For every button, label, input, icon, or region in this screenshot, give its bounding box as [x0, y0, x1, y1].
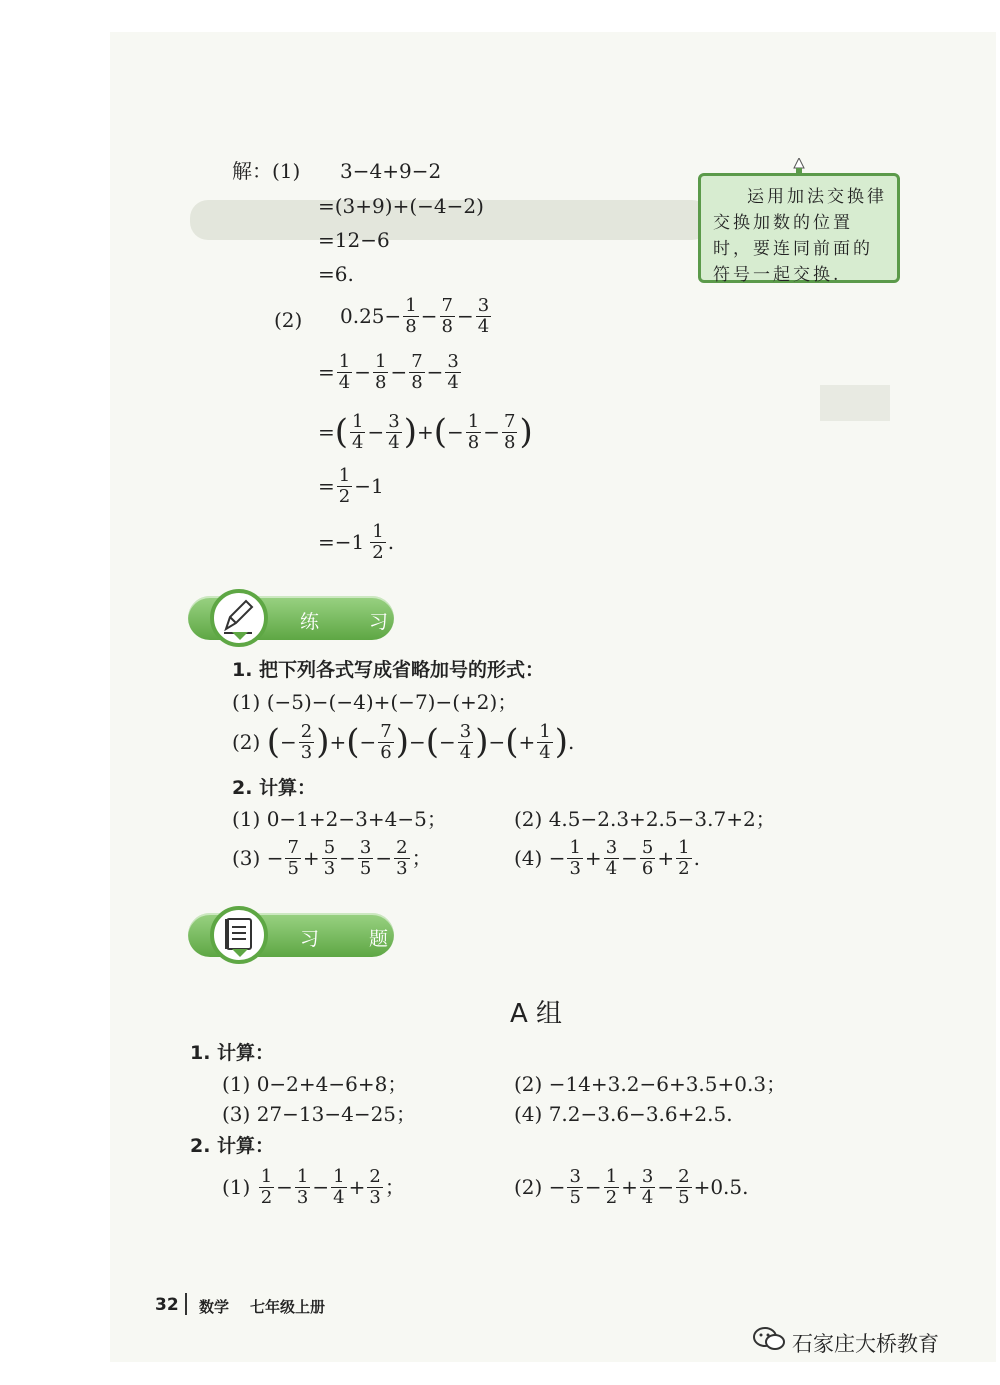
practice-q2-4: (4) − $\frac{1}{3}$ + $\frac{3}{4}$ − $\frac{5}{6}$ + $\frac{1}{2}$ .: [514, 837, 700, 879]
practice-q2-1: (1) 0−1+2−3+4−5；: [232, 807, 447, 831]
fraction: [370, 522, 385, 563]
numerator: 7: [287, 837, 299, 858]
watermark-text: 石家庄大桥教育: [792, 1332, 939, 1356]
solution-p1-step1: =(3+9)+(−4−2): [318, 194, 484, 218]
tip-note-box: [698, 173, 900, 283]
numerator: 1: [260, 1166, 273, 1187]
item-label: (3): [232, 846, 261, 871]
denominator: 8: [405, 315, 417, 337]
fraction: [445, 352, 460, 393]
fraction: [537, 722, 552, 763]
triangle-down-icon: [232, 949, 248, 959]
fraction: [476, 296, 491, 337]
denominator: 2: [678, 857, 690, 879]
item-label: (1): [222, 1175, 251, 1200]
lead-term: 0.25−: [340, 304, 402, 329]
fraction: [337, 466, 352, 507]
numerator: 3: [569, 1166, 581, 1187]
fraction: [322, 838, 337, 879]
denominator: 3: [369, 1186, 381, 1208]
denominator: 4: [539, 741, 551, 763]
denominator: 5: [359, 857, 372, 879]
fraction: [640, 838, 655, 879]
denominator: 3: [569, 857, 581, 879]
exercise-q1-4: (4) 7.2−3.6−3.6+2.5.: [514, 1102, 733, 1126]
exercise-q2: 2. 计算：: [190, 1135, 275, 1157]
page-number: 32: [155, 1295, 179, 1315]
bleed-through-mark: [820, 385, 890, 421]
exercise-q2-2: (2) − $\frac{3}{5}$ − $\frac{1}{2}$ + $\frac{3}{4}$ − $\frac{2}{5}$ +0.5.: [514, 1166, 749, 1208]
fraction: [458, 722, 473, 763]
practice-q1-2: (2) ( − $\frac{2}{3}$ ) + ( − $\frac{7}{6}$ ) − ( − $\frac{3}{4}$ ) − ( + $\frac{1}{4}$ ) .: [232, 721, 575, 763]
numerator: 7: [441, 295, 453, 316]
denominator: 3: [300, 741, 313, 763]
numerator: 1: [678, 837, 690, 858]
denominator: 5: [287, 857, 299, 879]
denominator: 4: [459, 741, 472, 763]
fraction: [350, 412, 365, 453]
solution-p1-step3: =6.: [318, 262, 354, 286]
numerator: 2: [300, 721, 313, 742]
denominator: 2: [260, 1186, 273, 1208]
denominator: 2: [372, 541, 384, 563]
exercise-q2-1: (1) $\frac{1}{2}$ − $\frac{1}{3}$ − $\frac{1}{4}$ + $\frac{2}{3}$ ；: [222, 1166, 405, 1208]
denominator: 6: [641, 857, 654, 879]
fraction: [299, 722, 314, 763]
footer-grade: 七年级上册: [250, 1298, 326, 1316]
numerator: 1: [467, 411, 480, 432]
numerator: 7: [411, 351, 423, 372]
group-heading: A 组: [510, 999, 563, 1029]
fraction: [440, 296, 455, 337]
denominator: 2: [338, 485, 351, 507]
solution-p2-expression: 0.25− $\frac{1}{8}$ − $\frac{7}{8}$ − $\frac{3}{4}$: [340, 295, 490, 337]
fraction: [337, 352, 352, 393]
numerator: 3: [359, 837, 372, 858]
fraction: [502, 412, 517, 453]
numerator: 1: [605, 1166, 618, 1187]
pin-icon: [792, 158, 806, 174]
numerator: 3: [605, 837, 618, 858]
solution-p2-step1: = $\frac{1}{4}$ − $\frac{1}{8}$ − $\frac{7}{8}$ − $\frac{3}{4}$: [318, 351, 459, 393]
denominator: 4: [338, 371, 351, 393]
fraction: [676, 838, 691, 879]
numerator: 1: [338, 465, 351, 486]
numerator: 7: [380, 721, 392, 742]
denominator: 8: [467, 431, 480, 453]
result-lead: =−1: [318, 530, 365, 555]
fraction: [403, 296, 418, 337]
fraction: [285, 838, 300, 879]
denominator: 5: [678, 1186, 690, 1208]
denominator: 5: [569, 1186, 581, 1208]
item-label: (4): [514, 846, 543, 871]
period: .: [387, 530, 395, 555]
fraction: [394, 838, 409, 879]
denominator: 4: [333, 1186, 345, 1208]
fraction: [466, 412, 481, 453]
fraction: [567, 1167, 582, 1208]
denominator: 2: [605, 1186, 618, 1208]
solution-p1-step2: =12−6: [318, 228, 390, 252]
tip-note-text: 运用加法交换律交换加数的位置时，要连同前面的符号一起交换.: [713, 187, 887, 285]
exercise-q1-3: (3) 27−13−4−25；: [222, 1102, 417, 1126]
footer-subject: 数学: [199, 1298, 230, 1316]
numerator: 2: [369, 1166, 381, 1187]
numerator: 3: [459, 721, 472, 742]
exercise-q1-2: (2) −14+3.2−6+3.5+0.3；: [514, 1072, 787, 1096]
denominator: 8: [441, 315, 453, 337]
fraction: [676, 1167, 691, 1208]
item-label: (2): [232, 730, 261, 755]
fraction: [367, 1167, 382, 1208]
exercise-q1: 1. 计算：: [190, 1042, 275, 1064]
numerator: 1: [374, 351, 387, 372]
fraction: [358, 838, 373, 879]
numerator: 2: [396, 837, 408, 858]
denominator: 3: [396, 857, 408, 879]
denominator: 4: [352, 431, 364, 453]
fraction: [373, 352, 388, 393]
denominator: 6: [380, 741, 392, 763]
numerator: 3: [477, 295, 490, 316]
practice-q2-2: (2) 4.5−2.3+2.5−3.7+2；: [514, 807, 776, 831]
denominator: 4: [605, 857, 618, 879]
fraction: [604, 1167, 619, 1208]
numerator: 1: [296, 1166, 309, 1187]
fraction: [378, 722, 393, 763]
solution-p2-result: [318, 522, 394, 563]
numerator: 1: [338, 351, 351, 372]
denominator: 8: [411, 371, 423, 393]
solution-label: 解：(1): [232, 159, 301, 183]
exercise-q1-1: (1) 0−2+4−6+8；: [222, 1072, 408, 1096]
numerator: 1: [405, 295, 417, 316]
numerator: 1: [352, 411, 364, 432]
fraction: [640, 1167, 655, 1208]
denominator: 8: [374, 371, 387, 393]
solution-p2-label: (2): [274, 308, 303, 332]
practice-q1: 1. 把下列各式写成省略加号的形式：: [232, 659, 545, 681]
denominator: 4: [388, 431, 400, 453]
numerator: 7: [503, 411, 516, 432]
fraction: [386, 412, 401, 453]
solution-p1-expression: 3−4+9−2: [340, 159, 442, 183]
numerator: 1: [333, 1166, 345, 1187]
denominator: 3: [296, 1186, 309, 1208]
numerator: 3: [447, 351, 459, 372]
fraction: [331, 1167, 346, 1208]
practice-q2: 2. 计算：: [232, 777, 317, 799]
denominator: 4: [447, 371, 459, 393]
numerator: 5: [641, 837, 654, 858]
fraction: [567, 838, 582, 879]
numerator: 1: [539, 721, 551, 742]
fraction: [259, 1167, 274, 1208]
denominator: 3: [323, 857, 336, 879]
numerator: 5: [323, 837, 336, 858]
numerator: 3: [388, 411, 400, 432]
solution-p2-step2: = ( $\frac{1}{4}$ − $\frac{3}{4}$ ) + ( − $\frac{1}{8}$ − $\frac{7}{8}$ ): [318, 411, 533, 453]
denominator: 8: [503, 431, 516, 453]
solution-p2-step3: = $\frac{1}{2}$ −1: [318, 465, 384, 507]
footer-divider: [185, 1293, 187, 1315]
item-label: (2): [514, 1175, 543, 1200]
practice-q2-3: (3) − $\frac{7}{5}$ + $\frac{5}{3}$ − $\frac{3}{5}$ − $\frac{2}{3}$ ；: [232, 837, 432, 879]
exercises-title: 习 题: [300, 928, 411, 950]
tail-term: +0.5.: [693, 1175, 749, 1200]
tail-term: −1: [354, 474, 384, 499]
practice-q1-1: (1) (−5)−(−4)+(−7)−(+2)；: [232, 690, 518, 714]
numerator: 1: [372, 521, 384, 542]
triangle-down-icon: [232, 632, 248, 642]
wechat-icon: [752, 1326, 786, 1352]
denominator: 4: [641, 1186, 654, 1208]
denominator: 4: [477, 315, 490, 337]
fraction: [409, 352, 424, 393]
numerator: 1: [569, 837, 581, 858]
numerator: 3: [641, 1166, 654, 1187]
practice-title: 练 习: [300, 611, 411, 633]
fraction: [295, 1167, 310, 1208]
fraction: [604, 838, 619, 879]
numerator: 2: [678, 1166, 690, 1187]
